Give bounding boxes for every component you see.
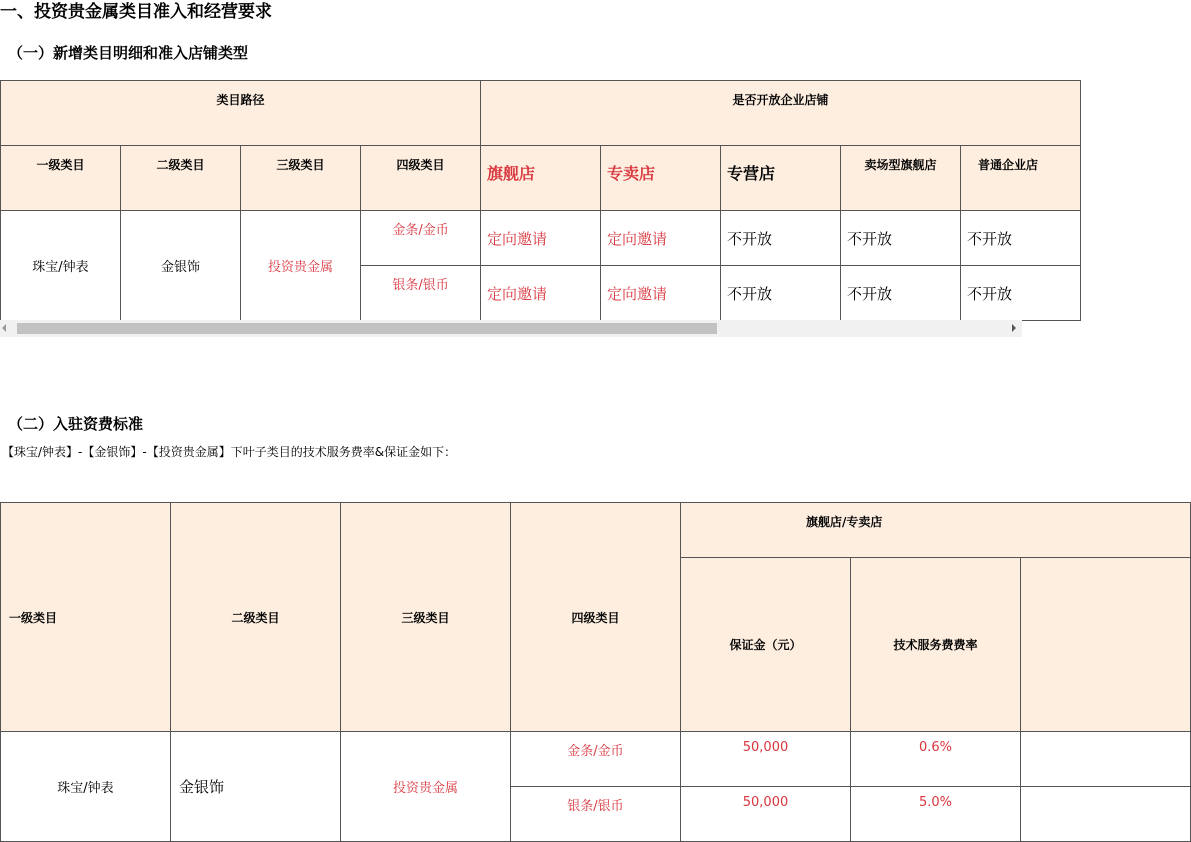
cell-level3: 投资贵金属: [341, 732, 511, 842]
cell-level4: 银条/银币: [361, 266, 481, 321]
cell-exclusive: 定向邀请: [601, 211, 721, 266]
scroll-right-arrow-icon[interactable]: [1012, 324, 1016, 332]
cell-specialty: 不开放: [721, 211, 841, 266]
cell-service-rate: 0.6%: [851, 732, 1021, 787]
scrollbar-thumb[interactable]: [17, 323, 717, 334]
col-header-level2: 二级类目: [171, 503, 341, 732]
cell-exclusive: 定向邀请: [601, 266, 721, 321]
cell-level4: 金条/金币: [511, 732, 681, 787]
group-header-enterprise-store: 是否开放企业店铺: [481, 81, 1081, 146]
cell-service-rate: 5.0%: [851, 787, 1021, 842]
col-header-exclusive: 专卖店: [601, 146, 721, 211]
col-header-service-rate: 技术服务费费率: [851, 558, 1021, 732]
col-header-level3: 三级类目: [341, 503, 511, 732]
cell-deposit: 50,000: [681, 732, 851, 787]
col-header-level1: 一级类目: [1, 146, 121, 211]
col-header-flagship: 旗舰店: [481, 146, 601, 211]
cell-level2: 金银饰: [171, 732, 341, 842]
table-row: [1, 211, 1081, 266]
cell-level1: 珠宝/钟表: [1, 211, 121, 321]
col-header-level2: 二级类目: [121, 146, 241, 211]
fee-intro-text: 【珠宝/钟表】-【金银饰】-【投资贵金属】下叶子类目的技术服务费率&保证金如下：: [2, 445, 457, 459]
group-header-category-path: 类目路径: [1, 81, 481, 146]
cell-level3: 投资贵金属: [241, 211, 361, 321]
cell-mall-flagship: 不开放: [841, 211, 961, 266]
cell-level1: 珠宝/钟表: [1, 732, 171, 842]
subsection-title-2: （二）入驻资费标准: [8, 415, 144, 433]
fee-table: [0, 502, 1191, 842]
cell-level4: 金条/金币: [361, 211, 481, 266]
cell-mall-flagship: 不开放: [841, 266, 961, 321]
cell-general: 不开放: [961, 211, 1081, 266]
col-header-extra: [1021, 558, 1191, 732]
group-header-flagship-exclusive: 旗舰店/专卖店: [681, 503, 1191, 558]
cell-deposit: 50,000: [681, 787, 851, 842]
horizontal-scrollbar[interactable]: [0, 320, 1022, 337]
cell-extra: [1021, 787, 1191, 842]
cell-general: 不开放: [961, 266, 1081, 321]
col-header-general: 普通企业店: [961, 146, 1081, 211]
cell-level2: 金银饰: [121, 211, 241, 321]
category-access-table: [0, 80, 1081, 321]
section-title: 一、投资贵金属类目准入和经营要求: [0, 2, 272, 22]
cell-flagship: 定向邀请: [481, 211, 601, 266]
col-header-deposit: 保证金（元）: [681, 558, 851, 732]
fee-table-container: [0, 502, 1022, 841]
col-header-level1: 一级类目: [1, 503, 171, 732]
col-header-level3: 三级类目: [241, 146, 361, 211]
col-header-mall-flagship: 卖场型旗舰店: [841, 146, 961, 211]
cell-specialty: 不开放: [721, 266, 841, 321]
col-header-level4: 四级类目: [511, 503, 681, 732]
cell-level4: 银条/银币: [511, 787, 681, 842]
col-header-specialty: 专营店: [721, 146, 841, 211]
cell-extra: [1021, 732, 1191, 787]
col-header-level4: 四级类目: [361, 146, 481, 211]
table-row: [1, 732, 1191, 787]
subsection-title-1: （一）新增类目明细和准入店铺类型: [8, 44, 249, 62]
scroll-left-arrow-icon[interactable]: [2, 324, 6, 332]
cell-flagship: 定向邀请: [481, 266, 601, 321]
category-access-table-container: [0, 80, 1039, 321]
